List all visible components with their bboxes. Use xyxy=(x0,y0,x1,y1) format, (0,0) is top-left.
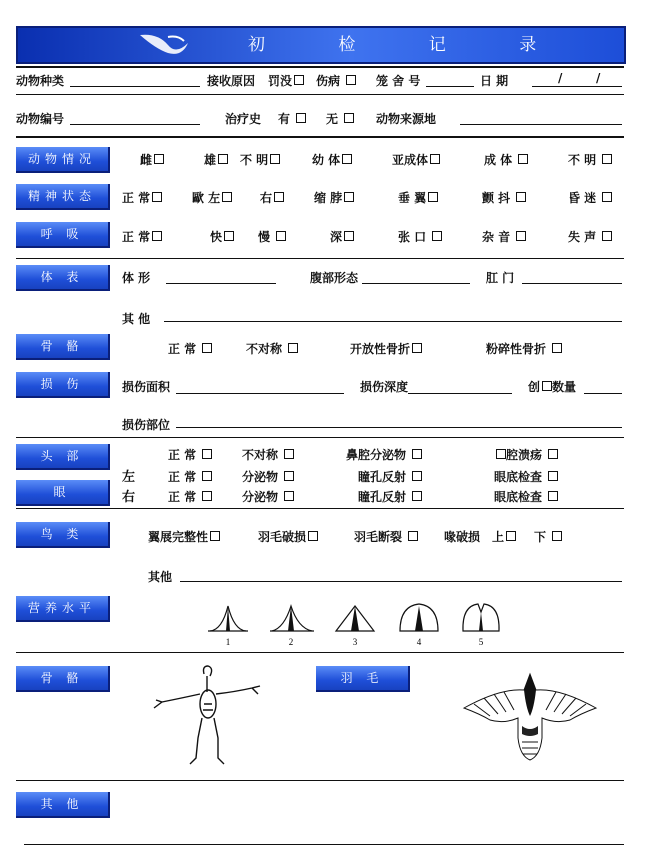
checkbox-icon xyxy=(412,343,422,353)
opt-right-eye-discharge[interactable]: 分泌物 xyxy=(242,488,294,505)
checkbox-icon xyxy=(552,531,562,541)
checkbox-icon xyxy=(548,491,558,501)
opt-yes[interactable]: 有 xyxy=(278,110,306,127)
animal-id-label: 动物编号 xyxy=(16,112,65,126)
body-shape-label: 体 形 xyxy=(122,271,151,285)
intake-reason-label: 接收原因 xyxy=(207,74,256,88)
checkbox-icon xyxy=(344,231,354,241)
beak-damage-label: 喙破损 xyxy=(444,530,481,544)
page-title: 初 检 记 录 xyxy=(248,35,571,55)
other-label: 其 他 xyxy=(122,312,151,326)
anus-field[interactable] xyxy=(522,282,622,284)
divider xyxy=(16,94,624,95)
opt-left-eye-normal[interactable]: 正 常 xyxy=(168,468,212,485)
opt-open-fracture[interactable]: 开放性骨折 xyxy=(350,340,422,357)
opt-feather-damage[interactable]: 羽毛破损 xyxy=(258,528,318,545)
checkbox-icon xyxy=(430,154,440,164)
checkbox-icon xyxy=(516,231,526,241)
date-label: 日 期 xyxy=(480,74,509,88)
animal-source-label: 动物来源地 xyxy=(376,112,437,126)
bird-feather-icon xyxy=(460,668,600,764)
section-bone: 骨 骼 xyxy=(16,334,110,360)
opt-juvenile[interactable]: 幼 体 xyxy=(312,151,352,168)
opt-left-pupil-reflex[interactable]: 瞳孔反射 xyxy=(358,468,422,485)
opt-right-eye-normal[interactable]: 正 常 xyxy=(168,488,212,505)
opt-female[interactable]: 雌 xyxy=(140,151,164,168)
nutrition-level-5-icon[interactable] xyxy=(463,604,499,631)
checkbox-icon xyxy=(506,531,516,541)
opt-drooping-wing[interactable]: 垂 翼 xyxy=(398,189,438,206)
checkbox-icon xyxy=(518,154,528,164)
opt-fast[interactable]: 快 xyxy=(210,228,234,245)
opt-nasal-discharge[interactable]: 鼻腔分泌物 xyxy=(346,446,422,463)
opt-normal[interactable]: 正 常 xyxy=(122,228,162,245)
injury-depth-label: 损伤深度 xyxy=(360,380,409,394)
checkbox-icon xyxy=(222,192,232,202)
checkbox-icon xyxy=(210,531,220,541)
bird-other-label: 其他 xyxy=(148,570,173,584)
checkbox-icon xyxy=(408,531,418,541)
checkbox-icon xyxy=(548,471,558,481)
eye-left-label: 左 xyxy=(122,470,136,485)
checkbox-icon xyxy=(346,75,356,85)
section-breathing: 呼 吸 xyxy=(16,222,110,248)
checkbox-icon xyxy=(202,343,212,353)
checkbox-icon xyxy=(548,449,558,459)
opt-left-fundus[interactable]: 眼底检查 xyxy=(494,468,558,485)
opt-comminuted-fracture[interactable]: 粉碎性骨折 xyxy=(486,340,562,357)
checkbox-icon xyxy=(296,113,306,123)
divider xyxy=(24,844,624,845)
checkbox-icon xyxy=(288,343,298,353)
section-skeleton: 骨 骼 xyxy=(16,666,110,692)
body-shape-field[interactable] xyxy=(166,282,276,284)
section-animal-status: 动物情况 xyxy=(16,147,110,173)
opt-bone-normal[interactable]: 正 常 xyxy=(168,340,212,357)
animal-id-field[interactable] xyxy=(70,123,200,125)
opt-right-pupil-reflex[interactable]: 瞳孔反射 xyxy=(358,488,422,505)
opt-beak-upper[interactable]: 上 xyxy=(492,528,516,545)
checkbox-icon xyxy=(412,471,422,481)
divider xyxy=(16,66,624,68)
animal-species-label: 动物种类 xyxy=(16,74,65,88)
opt-beak-lower[interactable]: 下 xyxy=(534,528,562,545)
opt-deep[interactable]: 深 xyxy=(330,228,354,245)
checkbox-icon xyxy=(412,491,422,501)
bird-other-field[interactable] xyxy=(180,580,622,582)
checkbox-icon xyxy=(284,449,294,459)
section-eye: 眼 xyxy=(16,480,110,506)
injury-depth-field[interactable] xyxy=(408,392,512,394)
divider xyxy=(16,136,624,138)
checkbox-icon xyxy=(284,471,294,481)
checkbox-icon xyxy=(342,154,352,164)
abdomen-label: 腹部形态 xyxy=(310,271,359,285)
wound-count-field[interactable] xyxy=(584,392,622,394)
opt-voiceless[interactable]: 失 声 xyxy=(568,228,612,245)
checkbox-icon xyxy=(202,491,212,501)
divider xyxy=(16,508,624,509)
nutrition-level-label: 1 xyxy=(225,637,231,647)
divider xyxy=(16,437,624,438)
opt-normal[interactable]: 正 常 xyxy=(122,189,162,206)
opt-asymmetric[interactable]: 不对称 xyxy=(246,340,298,357)
injury-location-label: 损伤部位 xyxy=(122,418,171,432)
opt-noise[interactable]: 杂 音 xyxy=(482,228,526,245)
opt-trembling[interactable]: 颤 抖 xyxy=(482,189,526,206)
wound-count-label: 创 数量 xyxy=(528,380,577,394)
checkbox-icon xyxy=(602,192,612,202)
opt-coma[interactable]: 昏 迷 xyxy=(568,189,612,206)
injury-area-label: 损伤面积 xyxy=(122,380,171,394)
section-head: 头 部 xyxy=(16,444,110,470)
opt-left-eye-discharge[interactable]: 分泌物 xyxy=(242,468,294,485)
date-field[interactable] xyxy=(532,85,622,87)
section-body-surface: 体 表 xyxy=(16,265,110,291)
cage-no-field[interactable] xyxy=(426,85,474,87)
section-mental-state: 精神状态 xyxy=(16,184,110,210)
divider xyxy=(16,258,624,259)
divider xyxy=(16,780,624,781)
checkbox-icon xyxy=(602,154,612,164)
checkbox-icon xyxy=(154,154,164,164)
checkbox-icon xyxy=(496,449,506,459)
opt-subadult[interactable]: 亚成体 xyxy=(392,151,440,168)
checkbox-icon xyxy=(552,343,562,353)
treatment-history-label: 治疗史 xyxy=(225,112,262,126)
checkbox-icon xyxy=(294,75,304,85)
section-nutrition: 营养水平 xyxy=(16,596,110,622)
animal-species-field[interactable] xyxy=(70,85,200,87)
section-injury: 损 伤 xyxy=(16,372,110,398)
checkbox-icon xyxy=(270,154,280,164)
opt-age-unknown[interactable]: 不 明 xyxy=(568,151,612,168)
checkbox-icon xyxy=(202,449,212,459)
checkbox-icon xyxy=(224,231,234,241)
checkbox-icon xyxy=(432,231,442,241)
opt-open-mouth[interactable]: 张 口 xyxy=(398,228,442,245)
checkbox-icon xyxy=(412,449,422,459)
nutrition-level-label: 4 xyxy=(416,637,422,647)
title-banner xyxy=(16,26,626,64)
nutrition-level-label: 2 xyxy=(288,637,294,647)
opt-no[interactable]: 无 xyxy=(326,110,354,127)
eye-right-label: 右 xyxy=(122,490,136,505)
checkbox-icon xyxy=(602,231,612,241)
checkbox-icon xyxy=(542,381,552,391)
checkbox-icon xyxy=(202,471,212,481)
checkbox-icon xyxy=(218,154,228,164)
abdomen-field[interactable] xyxy=(362,282,470,284)
nutrition-level-3-icon[interactable] xyxy=(336,606,374,631)
bird-skeleton-icon xyxy=(152,664,264,772)
opt-male[interactable]: 雄 xyxy=(204,151,228,168)
injury-area-field[interactable] xyxy=(176,392,344,394)
opt-right-fundus[interactable]: 眼底检查 xyxy=(494,488,558,505)
nutrition-level-label: 3 xyxy=(352,637,358,647)
date-sep: / xyxy=(596,71,601,85)
nutrition-scale xyxy=(200,598,520,650)
section-bird: 鸟 类 xyxy=(16,522,110,548)
checkbox-icon xyxy=(344,113,354,123)
checkbox-icon xyxy=(284,491,294,501)
nutrition-level-4-icon[interactable] xyxy=(400,604,438,631)
opt-trapped[interactable]: 罚没 xyxy=(268,72,304,89)
checkbox-icon xyxy=(428,192,438,202)
opt-oral-ulcer[interactable]: 腔溃疡 xyxy=(494,446,558,463)
opt-injured[interactable]: 伤病 xyxy=(316,72,356,89)
opt-feather-broken[interactable]: 羽毛断裂 xyxy=(354,528,418,545)
section-feather: 羽 毛 xyxy=(316,666,410,692)
opt-head-asymmetric[interactable]: 不对称 xyxy=(242,446,294,463)
checkbox-icon xyxy=(274,192,284,202)
opt-tilt-left[interactable]: 歐 左 xyxy=(192,189,232,206)
anus-label: 肛 门 xyxy=(486,271,515,285)
divider xyxy=(16,652,624,653)
animal-source-field[interactable] xyxy=(460,123,622,125)
nutrition-level-2-icon[interactable] xyxy=(270,606,314,631)
cage-no-label: 笼 舍 号 xyxy=(376,74,421,88)
checkbox-icon xyxy=(516,192,526,202)
nutrition-level-label: 5 xyxy=(478,637,484,647)
opt-adult[interactable]: 成 体 xyxy=(484,151,528,168)
section-other: 其 他 xyxy=(16,792,110,818)
opt-tilt-right[interactable]: 右 xyxy=(260,189,284,206)
opt-head-normal[interactable]: 正 常 xyxy=(168,446,212,463)
checkbox-icon xyxy=(308,531,318,541)
opt-wingspan-integrity[interactable]: 翼展完整性 xyxy=(148,528,220,545)
opt-slow[interactable]: 慢 xyxy=(258,228,286,245)
nutrition-level-1-icon[interactable] xyxy=(208,606,248,631)
checkbox-icon xyxy=(276,231,286,241)
checkbox-icon xyxy=(152,231,162,241)
other-field[interactable] xyxy=(164,320,622,322)
injury-location-field[interactable] xyxy=(176,426,622,428)
date-sep: / xyxy=(558,71,563,85)
checkbox-icon xyxy=(344,192,354,202)
checkbox-icon xyxy=(152,192,162,202)
bird-logo-icon xyxy=(138,31,198,59)
opt-sex-unknown[interactable]: 不 明 xyxy=(240,151,280,168)
opt-hunched[interactable]: 缩 脖 xyxy=(314,189,354,206)
